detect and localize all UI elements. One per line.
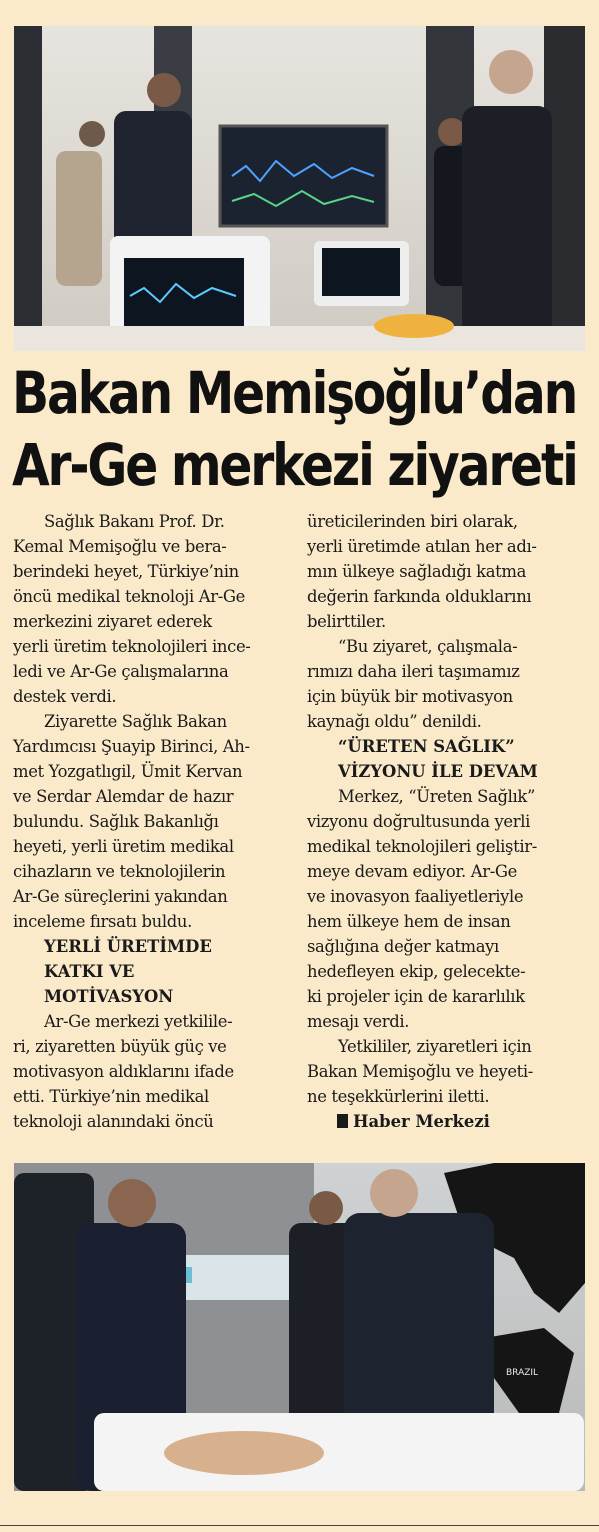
top-news-photo [14, 26, 585, 351]
body-text-line: Kemal Memişoğlu ve bera- [13, 537, 227, 556]
body-text-line: değerin farkında olduklarını [307, 587, 532, 606]
body-text-line: ri, ziyaretten büyük güç ve [13, 1037, 227, 1056]
body-text-line: yerli üretimde atılan her adı- [307, 537, 537, 556]
body-text-line: ledi ve Ar-Ge çalışmalarına [13, 662, 229, 681]
headline-line-2: Ar-Ge merkezi ziyareti [12, 431, 577, 499]
headline-line-1: Bakan Memişoğlu’dan [12, 359, 577, 427]
body-text-line: ve inovasyon faaliyetleriyle [307, 887, 524, 906]
body-text-line: Ar-Ge süreçlerini yakından [13, 887, 228, 906]
body-text-line: Ziyarette Sağlık Bakan [44, 712, 227, 731]
body-text-line: hedefleyen ekip, gelecekte- [307, 962, 526, 981]
body-text-line: heyeti, yerli üretim medikal [13, 837, 234, 856]
body-text-line: mın ülkeye sağladığı katma [307, 562, 527, 581]
body-text-line: Merkez, “Üreten Sağlık” [338, 787, 536, 806]
body-text-line: öncü medikal teknoloji Ar-Ge [13, 587, 245, 606]
body-text-line: üreticilerinden biri olarak, [307, 512, 518, 531]
article-left-column [13, 509, 286, 1134]
body-text-line: meye devam ediyor. Ar-Ge [307, 862, 518, 881]
body-text-line: ne teşekkürlerini iletti. [307, 1087, 490, 1106]
body-text-line: berindeki heyet, Türkiye’nin [13, 562, 239, 581]
subheading-line: KATKI VE [44, 962, 135, 981]
bottom-news-photo [14, 1163, 585, 1491]
body-text-line: motivasyon aldıklarını ifade [13, 1062, 234, 1081]
byline-square-icon [337, 1114, 348, 1128]
body-text-line: rımızı daha ileri taşımamız [307, 662, 520, 681]
body-text-line: hem ülkeye hem de insan [307, 912, 511, 931]
article-right-column [307, 509, 589, 1134]
body-text-line: medikal teknolojileri geliştir- [307, 837, 537, 856]
body-text-line: inceleme fırsatı buldu. [13, 912, 192, 931]
body-text-line: destek verdi. [13, 687, 117, 706]
body-text-line: için büyük bir motivasyon [307, 687, 513, 706]
body-text-line: “Bu ziyaret, çalışmala- [338, 637, 518, 656]
body-text-line: Yetkililer, ziyaretleri için [338, 1037, 532, 1056]
body-text-line: sağlığına değer katmayı [307, 937, 499, 956]
body-text-line: Ar-Ge merkezi yetkilile- [44, 1012, 233, 1031]
body-text-line: Bakan Memişoğlu ve heyeti- [307, 1062, 533, 1081]
page-bottom-rule [0, 1525, 599, 1526]
subheading-line: “ÜRETEN SAĞLIK” [338, 737, 515, 756]
body-text-line: bulundu. Sağlık Bakanlığı [13, 812, 219, 831]
body-text-line: etti. Türkiye’nin medikal [13, 1087, 209, 1106]
body-text-line: Yardımcısı Şuayip Birinci, Ah- [13, 737, 250, 756]
body-text-line: ve Serdar Alemdar de hazır [13, 787, 234, 806]
body-text-line: cihazların ve teknolojilerin [13, 862, 226, 881]
body-text-line: teknoloji alanındaki öncü [13, 1112, 214, 1131]
body-text-line: Sağlık Bakanı Prof. Dr. [44, 512, 225, 531]
body-text-line: belirttiler. [307, 612, 386, 631]
subheading-line: MOTİVASYON [44, 987, 174, 1006]
body-text-line: merkezini ziyaret ederek [13, 612, 212, 631]
body-text-line: kaynağı oldu” denildi. [307, 712, 482, 731]
body-text-line: mesajı verdi. [307, 1012, 410, 1031]
map-brazil-label: BRAZIL [506, 1368, 539, 1378]
subheading-line: YERLİ ÜRETİMDE [44, 937, 212, 956]
body-text-line: vizyonu doğrultusunda yerli [307, 812, 531, 831]
subheading-line: VİZYONU İLE DEVAM [338, 762, 538, 781]
body-text-line: met Yozgatlıgil, Ümit Kervan [13, 762, 243, 781]
body-text-line: yerli üretim teknolojileri ince- [13, 637, 251, 656]
byline-text: Haber Merkezi [353, 1112, 490, 1131]
byline [307, 1109, 589, 1134]
body-text-line: ki projeler için de kararlılık [307, 987, 525, 1006]
